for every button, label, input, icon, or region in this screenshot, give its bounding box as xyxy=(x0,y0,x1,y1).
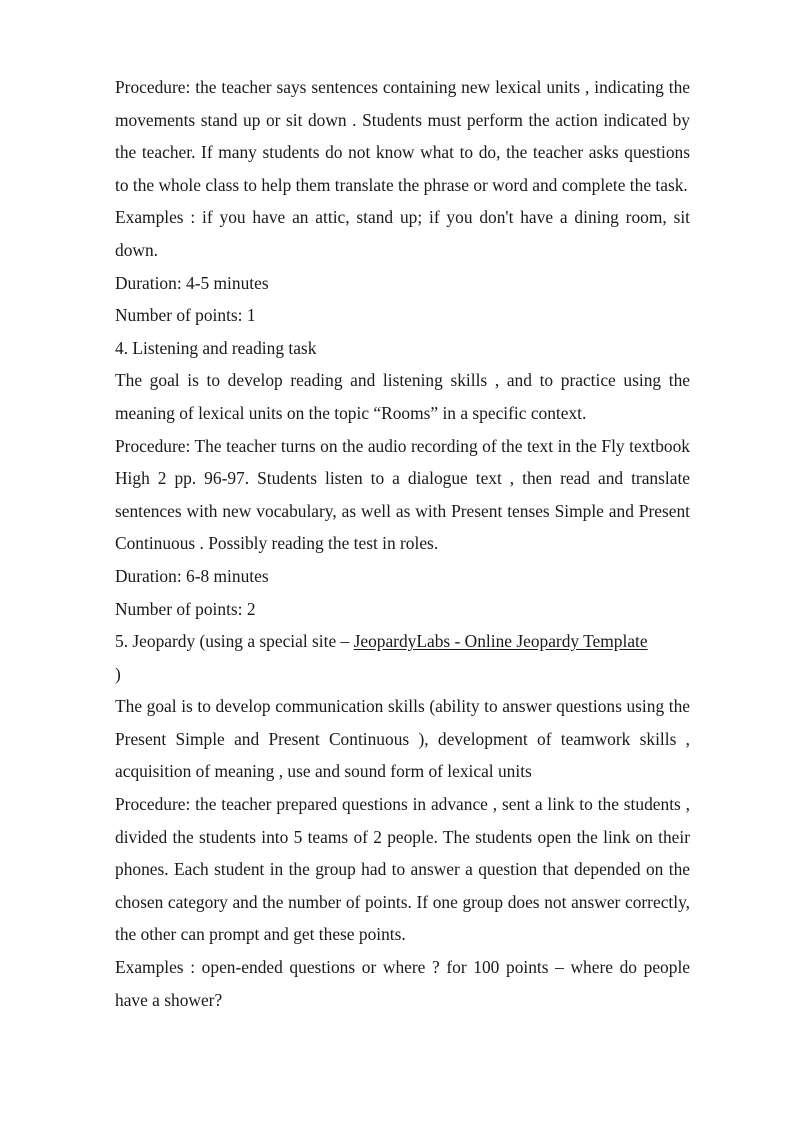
jeopardylabs-link[interactable]: JeopardyLabs - Online Jeopardy Template xyxy=(353,631,648,652)
examples-paragraph: Examples : open-ended questions or where ? for 100 points – where do people have a shower? xyxy=(115,957,690,1010)
duration-line: Duration: 6-8 minutes xyxy=(115,565,269,586)
document-page xyxy=(115,71,690,1016)
points-line: Number of points: 2 xyxy=(115,598,256,619)
duration-line: Duration: 4-5 minutes xyxy=(115,272,269,293)
goal-paragraph: The goal is to develop communication skills (ability to answer questions using the Present Simple and Present Continuous ), development of teamwork skills , acquisition of meaning , use and sound form of lexical units xyxy=(115,696,690,782)
section-heading-listening-reading: 4. Listening and reading task xyxy=(115,337,317,358)
goal-paragraph: The goal is to develop reading and listening skills , and to practice using the meaning of lexical units on the topic “Rooms” in a specific context. xyxy=(115,370,690,423)
heading-suffix: ) xyxy=(115,663,121,684)
procedure-paragraph: Procedure: the teacher prepared questions in advance , sent a link to the students , divided the students into 5 teams of 2 people. The students open the link on their phones. Each student in the group had to answer a question that depended on the chosen category and the number of points. If one group does not answer correctly, the other can prompt and get these points. xyxy=(115,794,690,945)
section-heading-jeopardy xyxy=(115,625,690,690)
points-line: Number of points: 1 xyxy=(115,305,256,326)
procedure-paragraph: Procedure: The teacher turns on the audio recording of the text in the Fly textbook High 2 pp. 96-97. Students listen to a dialogue text , then read and translate sentences with new vocabulary, as well as with Present tenses Simple and Present Continuous . Possibly reading the test in roles. xyxy=(115,435,690,554)
procedure-paragraph: Procedure: the teacher says sentences containing new lexical units , indicating the movements stand up or sit down . Students must perform the action indicated by the teacher. If many students do not know what to do, the teacher asks questions to the whole class to help them translate the phrase or word and complete the task. xyxy=(115,77,690,195)
examples-paragraph: Examples : if you have an attic, stand up; if you don't have a dining room, sit down. xyxy=(115,207,690,260)
heading-prefix: 5. Jeopardy (using a special site – xyxy=(115,631,354,652)
